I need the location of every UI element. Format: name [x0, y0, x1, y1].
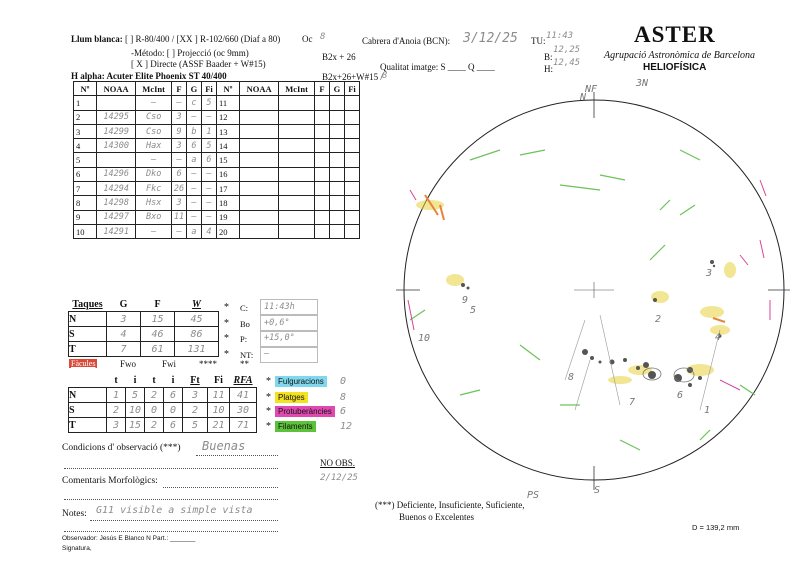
faculae-patch: [724, 262, 736, 278]
fwo-label: Fwo: [120, 359, 137, 369]
filament-mark: [600, 175, 625, 180]
t-header: t: [114, 374, 118, 386]
legend-line-1: (***) Deficiente, Insuficiente, Suficiente,: [375, 500, 525, 510]
col-header: G: [187, 82, 202, 96]
disk-region-label: 3N: [636, 78, 649, 89]
notes-label: Notes:: [62, 509, 87, 519]
sunspot: [688, 383, 692, 387]
rfa-header: RFA: [233, 374, 253, 386]
row-number: 18: [216, 196, 239, 210]
sunspot: [636, 366, 640, 370]
spot-cell: b: [187, 124, 202, 138]
filament-mark: [700, 430, 710, 440]
qualitat-line: Qualitat imatge: S ____ Q ____: [380, 62, 495, 72]
activity-value: 0: [340, 376, 347, 387]
faculae-cell: 30: [230, 403, 257, 418]
faculae-cell: 2: [183, 403, 208, 418]
spot-cell: 14296: [97, 167, 136, 181]
faculae-cell: 6: [164, 388, 183, 403]
col-header: NOAA: [97, 82, 136, 96]
group-leader: [600, 315, 620, 405]
spot-cell: —: [201, 182, 216, 196]
g-header: G: [119, 298, 128, 310]
w-value: 131: [175, 342, 219, 357]
prominence-mark: [410, 190, 416, 200]
faculae-label: Fàcules: [71, 359, 96, 368]
asterisk: *: [224, 349, 229, 360]
f-value: 15: [141, 312, 175, 327]
sunspot: [698, 376, 702, 380]
faculae-cell: 6: [164, 418, 183, 433]
row-number: 3: [74, 124, 97, 138]
location-label: Cabrera d'Anoia (BCN):: [362, 36, 451, 46]
spot-cell: —: [187, 182, 202, 196]
param-value: —: [264, 349, 270, 359]
t-header: t: [152, 374, 156, 386]
observador-line: Observador: Jesús E Blanco N Part.: _______: [62, 535, 196, 542]
sunspot: [623, 358, 627, 362]
sunspot: [687, 367, 693, 373]
sunspot: [582, 349, 588, 355]
row-label: S: [69, 327, 107, 342]
spot-cell: Cso: [136, 124, 172, 138]
prominence-mark: [760, 180, 766, 196]
spot-cell: —: [201, 110, 216, 124]
spot-cell: 4: [201, 224, 216, 238]
spot-cell: a: [187, 224, 202, 238]
oc-value: 8: [320, 32, 326, 42]
col-header: Nº: [216, 82, 239, 96]
filament-mark: [470, 150, 500, 160]
heliofisica-label: HELIOFÍSICA: [643, 62, 707, 73]
spot-cell: —: [172, 153, 187, 167]
spot-cell: 14295: [97, 110, 136, 124]
f-value: 46: [141, 327, 175, 342]
i-header: i: [171, 374, 175, 386]
faculae-cell: 3: [107, 418, 126, 433]
spot-cell: —: [136, 153, 172, 167]
h-alpha-line: H alpha: Acuter Elite Phoenix ST 40/400: [71, 71, 227, 81]
g-value: 7: [107, 342, 141, 357]
col-header: McInt: [136, 82, 172, 96]
spot-cell: 6: [187, 139, 202, 153]
sunspot: [648, 371, 656, 379]
group-leader: [565, 320, 585, 380]
spot-cell: Hax: [136, 139, 172, 153]
prominence-mark: [760, 240, 764, 258]
sunspot: [653, 298, 657, 302]
spot-cell: 11: [172, 210, 187, 224]
diameter-label: D = 139,2 mm: [692, 523, 740, 532]
notes-value: G11 visible a simple vista: [96, 505, 253, 516]
spot-cell: —: [136, 224, 172, 238]
row-number: 13: [216, 124, 239, 138]
spot-cell: 14297: [97, 210, 136, 224]
spot-cell: 14298: [97, 196, 136, 210]
metode-line: -Método: [ ] Projecció (oc 9mm): [131, 48, 249, 58]
disk-region-label: 4: [715, 332, 722, 343]
spot-cell: 6: [201, 153, 216, 167]
disk-region-label: 9: [462, 295, 469, 306]
row-number: 8: [74, 196, 97, 210]
col-header: F: [314, 82, 329, 96]
tu-label: TU:: [531, 36, 546, 46]
llum-blanca-label: Llum blanca:: [71, 34, 123, 44]
comentaris-label: Comentaris Morfològics:: [62, 476, 158, 486]
spot-cell: Dko: [136, 167, 172, 181]
row-number: 20: [216, 224, 239, 238]
col-header: NOAA: [240, 82, 279, 96]
activity-value: 8: [340, 392, 347, 403]
faculae-cell: 0: [145, 403, 164, 418]
legend-line-2: Buenos o Excelentes: [399, 512, 474, 522]
spot-cell: 14291: [97, 224, 136, 238]
faculae-cell: 11: [208, 388, 230, 403]
col-header: F: [172, 82, 187, 96]
spot-cell: 3: [172, 139, 187, 153]
filament-mark: [680, 150, 700, 160]
w-value: 45: [175, 312, 219, 327]
f-header: F: [154, 298, 161, 310]
b2x26w-value: 8: [382, 71, 388, 81]
param-label: P:: [240, 334, 248, 344]
spot-cell: 3: [172, 110, 187, 124]
i-header: i: [133, 374, 137, 386]
col-header: G: [329, 82, 344, 96]
sunspot: [713, 265, 715, 267]
param-value: +15,0°: [264, 333, 295, 343]
faculae-cell: 2: [145, 418, 164, 433]
row-number: 11: [216, 96, 239, 110]
row-label: T: [69, 342, 107, 357]
disk-region-label: PS: [527, 490, 540, 501]
asterisk: *: [266, 392, 271, 403]
f-value: 61: [141, 342, 175, 357]
spot-cell: —: [187, 210, 202, 224]
faculae-cell: 10: [208, 403, 230, 418]
stars2-label: **: [240, 359, 249, 369]
faculae-cell: 3: [183, 388, 208, 403]
asterisk: *: [266, 376, 271, 387]
activity-tag-protuberàncies: Protuberàncies: [275, 406, 335, 417]
w-header: W: [192, 298, 201, 310]
sunspot: [710, 260, 714, 264]
filament-mark: [520, 345, 540, 360]
row-number: 2: [74, 110, 97, 124]
spot-cell: 14299: [97, 124, 136, 138]
row-number: 4: [74, 139, 97, 153]
llum-blanca-options: [ ] R-80/400 / [XX ] R-102/660 (Diaf a 80): [125, 34, 281, 44]
h-label: H:: [544, 64, 553, 74]
tu-value: 11:43: [546, 31, 574, 41]
param-value: +0,6°: [264, 318, 290, 328]
spot-cell: —: [201, 210, 216, 224]
activity-tag-filaments: Filaments: [275, 421, 316, 432]
faculae-cell: 2: [107, 403, 126, 418]
disk-region-label: NF: [585, 84, 598, 95]
no-obs-date: 2/12/25: [320, 473, 358, 483]
spot-cell: Cso: [136, 110, 172, 124]
param-value: 11:43h: [264, 302, 295, 312]
b2x26w-label: B2x+26+W#15 /: [322, 72, 383, 82]
spot-cell: —: [136, 96, 172, 110]
disk-region-label: 10: [418, 333, 431, 344]
row-number: 6: [74, 167, 97, 181]
filament-mark: [660, 200, 670, 210]
asterisk: *: [266, 421, 271, 432]
spot-cell: 5: [201, 139, 216, 153]
disk-region-label: 1: [704, 405, 711, 416]
h-value: 12,45: [553, 58, 581, 68]
fi-header: Fi: [214, 374, 223, 386]
faculae-cell: 21: [208, 418, 230, 433]
activity-value: 12: [340, 421, 353, 432]
row-number: 19: [216, 210, 239, 224]
group-leader: [575, 360, 590, 410]
row-number: 10: [74, 224, 97, 238]
asterisk: *: [224, 333, 229, 344]
taques-label: Taques: [72, 298, 103, 310]
asterisk: *: [224, 318, 229, 329]
param-label: NT:: [240, 350, 254, 360]
spot-cell: —: [201, 167, 216, 181]
b-value: 12,25: [553, 45, 581, 55]
asterisk: *: [224, 302, 229, 313]
faculae-patch: [700, 306, 724, 318]
faculae-cell: 0: [164, 403, 183, 418]
date-value: 3/12/25: [463, 31, 518, 46]
signatura-label: Signatura,: [62, 545, 92, 552]
disk-region-label: 5: [470, 305, 477, 316]
row-number: 12: [216, 110, 239, 124]
prominence-mark: [408, 300, 414, 330]
region-mark: [713, 318, 725, 322]
filament-mark: [410, 310, 425, 320]
row-number: 7: [74, 182, 97, 196]
disk-region-label: 7: [629, 397, 636, 408]
condicions-value: Buenas: [202, 439, 246, 453]
disk-region-label: 6: [677, 390, 684, 401]
disk-region-label: 8: [568, 372, 575, 383]
oc-label: Oc: [302, 34, 313, 44]
filament-mark: [520, 150, 545, 155]
sunspot: [599, 361, 602, 364]
col-header: Fi: [344, 82, 359, 96]
faculae-cell: 5: [183, 418, 208, 433]
row-label: N: [69, 388, 107, 403]
disk-region-label: 3: [706, 268, 713, 279]
sunspot: [643, 362, 649, 368]
spot-cell: —: [187, 167, 202, 181]
sunspot: [461, 283, 465, 287]
ft-header: Ft: [190, 374, 200, 386]
disk-labels: [418, 78, 721, 501]
faculae-patch: [608, 376, 632, 384]
row-number: 9: [74, 210, 97, 224]
activity-tag-platges: Platges: [275, 392, 308, 403]
g-value: 3: [107, 312, 141, 327]
spot-cell: 5: [201, 96, 216, 110]
row-label: N: [69, 312, 107, 327]
spot-cell: a: [187, 153, 202, 167]
prominence-mark: [740, 255, 748, 265]
filament-mark: [460, 390, 480, 395]
b-label: B:: [544, 52, 553, 62]
spot-cell: 6: [172, 167, 187, 181]
spot-cell: 3: [172, 196, 187, 210]
filament-mark: [740, 385, 755, 395]
row-number: 16: [216, 167, 239, 181]
asterisk: *: [266, 406, 271, 417]
spot-cell: 14294: [97, 182, 136, 196]
spot-cell: Hsx: [136, 196, 172, 210]
spot-cell: —: [172, 96, 187, 110]
spot-cell: c: [187, 96, 202, 110]
aster-logo-subtitle: Agrupació Astronòmica de Barcelona: [604, 50, 755, 61]
col-header: Fi: [201, 82, 216, 96]
filament-mark: [650, 245, 665, 260]
g-value: 4: [107, 327, 141, 342]
spot-cell: —: [172, 224, 187, 238]
condicions-label: Condicions d' observació (***): [62, 443, 181, 453]
aster-logo-title: ASTER: [634, 22, 716, 47]
row-number: 15: [216, 153, 239, 167]
row-number: 17: [216, 182, 239, 196]
spot-cell: Bxo: [136, 210, 172, 224]
row-number: 1: [74, 96, 97, 110]
spot-cell: 1: [201, 124, 216, 138]
faculae-cell: 15: [126, 418, 145, 433]
row-number: 14: [216, 139, 239, 153]
b2x26-label: B2x + 26: [322, 52, 356, 62]
spot-cell: Fkc: [136, 182, 172, 196]
faculae-cell: 41: [230, 388, 257, 403]
prominence-mark: [720, 380, 740, 390]
no-obs-label: NO OBS.: [320, 458, 356, 468]
spot-cell: —: [187, 196, 202, 210]
row-number: 5: [74, 153, 97, 167]
faculae-cell: 2: [145, 388, 164, 403]
spot-cell: —: [187, 110, 202, 124]
faculae-cell: 1: [107, 388, 126, 403]
row-label: S: [69, 403, 107, 418]
col-header: McInt: [279, 82, 315, 96]
filament-mark: [620, 440, 640, 450]
disk-region-label: N: [580, 92, 587, 103]
spot-cell: —: [201, 196, 216, 210]
faculae-cell: 5: [126, 388, 145, 403]
spot-cell: 14300: [97, 139, 136, 153]
param-label: Bo: [240, 319, 250, 329]
spot-cell: 9: [172, 124, 187, 138]
fwi-label: Fwi: [162, 359, 177, 369]
stars4-label: ****: [199, 359, 217, 369]
filament-mark: [560, 185, 600, 190]
disk-region-label: 2: [655, 314, 662, 325]
filament-mark: [680, 205, 695, 215]
spot-cell: 26: [172, 182, 187, 196]
col-header: Nº: [74, 82, 97, 96]
disk-region-label: S: [594, 485, 601, 496]
row-label: T: [69, 418, 107, 433]
sunspot: [467, 287, 470, 290]
directe-line: [ X ] Directe (ASSF Baader + W#15): [131, 59, 266, 69]
activity-tag-fulguracions: Fulguracions: [275, 376, 327, 387]
activity-value: 6: [340, 406, 347, 417]
w-value: 86: [175, 327, 219, 342]
faculae-cell: 71: [230, 418, 257, 433]
sunspot: [590, 356, 594, 360]
faculae-cell: 10: [126, 403, 145, 418]
param-label: C:: [240, 303, 249, 313]
